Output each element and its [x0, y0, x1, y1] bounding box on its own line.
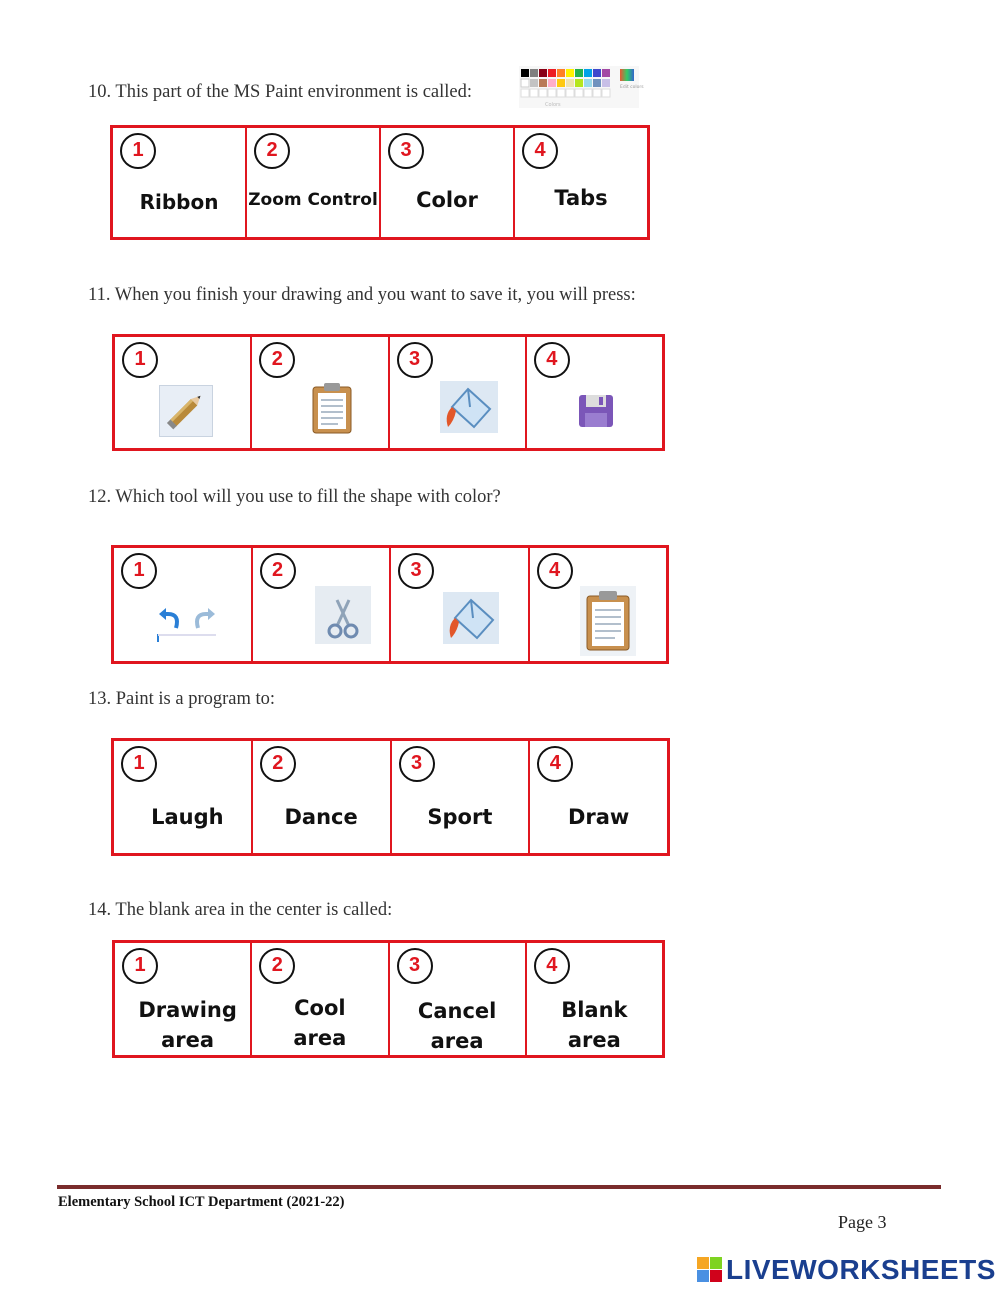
option-number: 1	[121, 553, 157, 589]
option-4[interactable]	[525, 943, 662, 1055]
option-number: 3	[388, 133, 424, 169]
scissors-icon	[315, 586, 371, 644]
question-13: 13. Paint is a program to:	[88, 689, 276, 709]
option-label-line: Cancel	[417, 999, 497, 1023]
option-1[interactable]	[114, 741, 251, 853]
option-1[interactable]	[115, 943, 250, 1055]
palette-caption: Colors	[545, 102, 561, 108]
option-number: 3	[398, 553, 434, 589]
option-3[interactable]	[390, 741, 529, 853]
option-label-line: Blank	[561, 998, 628, 1022]
option-number: 1	[122, 342, 158, 378]
option-1[interactable]	[113, 128, 245, 237]
option-number: 2	[260, 553, 296, 589]
option-3[interactable]	[388, 943, 525, 1055]
option-label	[115, 995, 250, 1055]
option-2[interactable]	[250, 943, 387, 1055]
option-label: Zoom Control	[248, 190, 378, 210]
paint-bucket-icon	[443, 592, 499, 644]
option-number: 3	[397, 342, 433, 378]
option-label: Sport	[427, 805, 493, 829]
option-number: 4	[534, 342, 570, 378]
options-table-q12	[111, 545, 669, 664]
option-4[interactable]	[525, 337, 662, 448]
option-3[interactable]	[388, 337, 525, 448]
option-label-line: area	[430, 1029, 484, 1053]
clipboard-icon	[580, 586, 636, 656]
option-number: 4	[522, 133, 558, 169]
question-14: 14. The blank area in the center is called:	[88, 900, 393, 920]
options-table-q13	[111, 738, 670, 856]
option-label: Ribbon	[139, 190, 219, 214]
option-number: 4	[537, 746, 573, 782]
option-label-line: Cool	[294, 996, 346, 1020]
options-table-q11	[112, 334, 665, 451]
option-label	[390, 996, 525, 1056]
option-2[interactable]	[250, 337, 387, 448]
option-label	[252, 993, 387, 1053]
liveworksheets-cube-icon	[697, 1257, 723, 1283]
option-label	[527, 995, 662, 1055]
option-4[interactable]	[513, 128, 647, 237]
option-4[interactable]	[528, 741, 667, 853]
option-number: 3	[399, 746, 435, 782]
footer-divider	[57, 1185, 941, 1189]
option-3[interactable]	[389, 548, 528, 661]
option-2[interactable]	[251, 741, 390, 853]
option-1[interactable]	[114, 548, 251, 661]
paint-bucket-icon	[440, 381, 498, 433]
option-4[interactable]	[528, 548, 667, 661]
option-number: 1	[122, 948, 158, 984]
clipboard-icon	[310, 381, 354, 435]
option-label-line: area	[567, 1028, 621, 1052]
options-table-q14	[112, 940, 665, 1058]
option-number: 2	[259, 342, 295, 378]
question-11: 11. When you finish your drawing and you want to save it, you will press:	[88, 285, 636, 305]
option-number: 4	[537, 553, 573, 589]
option-label: Dance	[284, 805, 358, 829]
edit-colors-label: Edit colors	[620, 85, 644, 90]
undo-redo-icon	[156, 604, 218, 644]
question-12: 12. Which tool will you use to fill the shape with color?	[88, 487, 501, 507]
option-label: Color	[416, 188, 478, 212]
liveworksheets-logo[interactable]	[697, 1255, 996, 1285]
option-number: 2	[254, 133, 290, 169]
page-number: Page 3	[838, 1212, 887, 1232]
option-1[interactable]	[115, 337, 250, 448]
option-number: 2	[259, 948, 295, 984]
option-number: 2	[260, 746, 296, 782]
option-label-line: Drawing	[138, 998, 237, 1022]
question-10: 10. This part of the MS Paint environment is called:	[88, 82, 472, 102]
option-number: 1	[121, 746, 157, 782]
option-label: Laugh	[151, 805, 224, 829]
floppy-disk-icon	[577, 393, 615, 429]
option-number: 4	[534, 948, 570, 984]
pencil-icon	[159, 385, 213, 437]
color-palette-icon	[519, 66, 644, 108]
option-label: Tabs	[554, 186, 608, 210]
option-label-line: area	[161, 1028, 215, 1052]
option-3[interactable]	[379, 128, 513, 237]
option-2[interactable]	[251, 548, 390, 661]
option-number: 3	[397, 948, 433, 984]
brand-name: LIVEWORKSHEETS	[726, 1254, 996, 1285]
option-label-line: area	[293, 1026, 347, 1050]
footer-department: Elementary School ICT Department (2021-22)	[58, 1194, 345, 1210]
option-number: 1	[120, 133, 156, 169]
option-label: Draw	[567, 805, 630, 829]
options-table-q10	[110, 125, 650, 240]
option-2[interactable]	[245, 128, 379, 237]
